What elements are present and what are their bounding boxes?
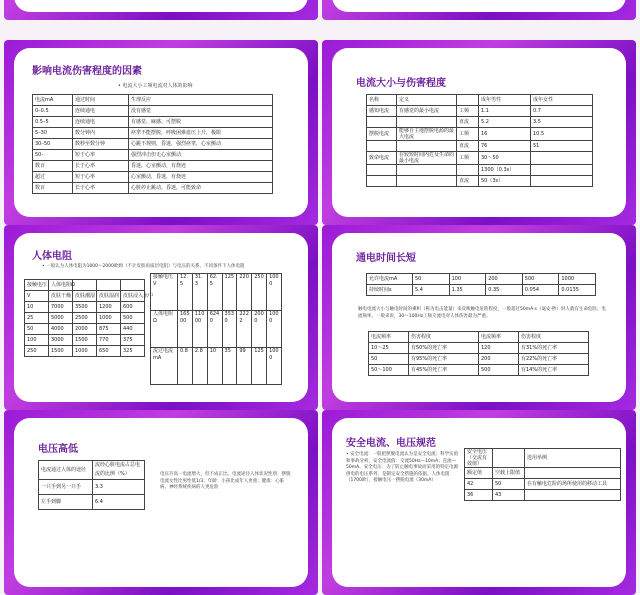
table-cell: 电流mA	[33, 95, 73, 106]
table-cell: 有45%的死亡率	[409, 365, 479, 376]
table-cell: 50	[493, 479, 525, 490]
slide-6-table	[38, 460, 145, 510]
table-cell	[493, 449, 525, 468]
table-cell: 375	[121, 335, 145, 346]
table-cell	[457, 95, 479, 106]
table-cell: 电流频率	[479, 332, 519, 343]
table-cell: 直流	[457, 141, 479, 152]
table-cell: 接触电压V	[151, 274, 178, 311]
table-cell	[531, 152, 593, 165]
table-cell: 连续通电	[73, 117, 129, 128]
table-cell: 超过	[33, 172, 73, 183]
table-cell: 16500	[178, 311, 193, 348]
table-row	[33, 150, 273, 161]
table-cell: 36	[465, 490, 493, 501]
table-cell: 1500	[73, 335, 97, 346]
slide-2[interactable]	[4, 40, 318, 225]
table-cell	[397, 117, 457, 128]
table-row	[367, 95, 593, 106]
table-cell	[397, 165, 457, 176]
table-cell: 名称	[367, 95, 397, 106]
table-row	[33, 106, 273, 117]
table-cell: 皮肤干燥	[49, 291, 73, 302]
table-cell: 能够自主地摆脱电源的最大电流	[397, 128, 457, 141]
table-cell: 43	[493, 490, 525, 501]
table-cell	[457, 165, 479, 176]
slide-5-bottom-table	[368, 331, 589, 376]
table-cell: 1500	[49, 346, 73, 357]
table-row	[367, 285, 596, 296]
table-cell: 1000	[73, 346, 97, 357]
table-cell: 100	[449, 274, 486, 285]
table-row	[33, 172, 273, 183]
table-cell: 1000	[559, 274, 596, 285]
table-cell: 2222	[237, 311, 252, 348]
table-cell: 没有感觉	[129, 106, 273, 117]
table-row	[367, 274, 596, 285]
table-cell: 325	[121, 346, 145, 357]
table-cell: 5.4	[413, 285, 450, 296]
table-cell: 10～25	[369, 343, 409, 354]
table-cell: 长于心率	[73, 161, 129, 172]
table-cell: 2000	[73, 324, 97, 335]
table-cell: 连续通电	[73, 106, 129, 117]
table-row	[367, 165, 593, 176]
slide-3-title: 电流大小与伤害程度	[356, 78, 446, 89]
table-cell: 额定值	[465, 468, 493, 479]
slide-7-table	[464, 448, 621, 501]
table-row	[33, 128, 273, 139]
table-cell: 200	[479, 354, 519, 365]
table-cell: 人体电阻Ω	[49, 280, 73, 291]
table-cell	[367, 117, 397, 128]
table-cell: 致命电流	[367, 152, 397, 165]
table-cell: 51	[531, 141, 593, 152]
table-cell: 2.8	[192, 348, 207, 385]
table-cell: 在有触电危险的场所使用的移动工具	[525, 479, 621, 490]
table-cell: 持续时间s	[367, 285, 413, 296]
table-cell: 生理反应	[129, 95, 273, 106]
table-cell: 0.0135	[559, 285, 596, 296]
table-cell: 125	[252, 348, 267, 385]
table-cell: 500	[121, 313, 145, 324]
table-cell: 1.1	[479, 106, 531, 117]
table-cell: 成年男性	[479, 95, 531, 106]
table-cell: 伤害程度	[519, 332, 589, 343]
slide-5-card	[332, 233, 626, 402]
table-cell: 500	[522, 274, 559, 285]
table-row	[369, 354, 589, 365]
table-cell: 工频	[457, 152, 479, 165]
table-row	[39, 461, 145, 480]
table-cell: 1000	[267, 311, 282, 348]
slide-7[interactable]	[322, 410, 636, 595]
table-row	[369, 332, 589, 343]
table-cell: 1300（0.3s）	[479, 165, 531, 176]
table-cell: 7000	[49, 302, 73, 313]
table-cell: 1.35	[449, 285, 486, 296]
slide-1-card	[14, 0, 308, 12]
table-cell: 12.5	[178, 274, 193, 311]
table-cell: 0.35	[486, 285, 523, 296]
slide-4-left-table	[24, 279, 154, 357]
table-cell: 3500	[73, 302, 97, 313]
slide-3[interactable]	[322, 40, 636, 225]
table-cell	[97, 280, 121, 291]
table-row	[33, 117, 273, 128]
table-cell: 1000	[267, 274, 282, 311]
table-cell: 有14%的死亡率	[519, 365, 589, 376]
slide-3-card	[332, 48, 626, 217]
table-cell: 一只手到另一只手	[39, 480, 93, 495]
table-cell: 11000	[192, 311, 207, 348]
table-cell: 50-	[33, 150, 73, 161]
table-cell: 短于心率	[73, 150, 129, 161]
table-row	[33, 139, 273, 150]
slide-4-right-table	[150, 273, 282, 385]
table-cell: 30～50	[479, 152, 531, 165]
table-row	[369, 365, 589, 376]
table-cell	[121, 280, 145, 291]
table-cell	[73, 280, 97, 291]
table-cell: 感知电流	[367, 106, 397, 117]
table-cell: 5000	[49, 313, 73, 324]
table-cell: 有22%的死亡率	[519, 354, 589, 365]
table-cell: 250	[252, 274, 267, 311]
table-cell: 50～100	[369, 365, 409, 376]
table-row	[39, 495, 145, 510]
slide-6[interactable]	[4, 410, 318, 595]
table-cell: 皮肤浸入水中	[121, 291, 145, 302]
table-cell: 600	[121, 302, 145, 313]
table-cell: 76	[479, 141, 531, 152]
table-cell	[525, 490, 621, 501]
table-cell: 650	[97, 346, 121, 357]
table-cell: 250	[25, 346, 49, 357]
table-cell: 有感觉、麻感、可摆脱	[129, 117, 273, 128]
table-cell: 数百	[33, 183, 73, 194]
table-cell: 心跳不规则，昏迷，强烈痉挛，心室颤动	[129, 139, 273, 150]
table-cell: 1000	[97, 313, 121, 324]
slide-2-title: 影响电流伤害程度的因素	[32, 66, 142, 77]
table-cell: 4000	[49, 324, 73, 335]
table-cell: 200	[486, 274, 523, 285]
table-cell: 25	[25, 313, 49, 324]
table-cell	[397, 176, 457, 187]
table-cell: 500	[479, 365, 519, 376]
table-row	[25, 302, 145, 313]
table-cell: 成年女性	[531, 95, 593, 106]
table-cell: 强烈冲击但无心室颤动	[129, 150, 273, 161]
table-cell: 440	[121, 324, 145, 335]
table-cell: 昏迷，心室颤动，有烧迹	[129, 161, 273, 172]
table-cell: 痉挛不能摆脱，呼吸困难血压上升，极限	[129, 128, 273, 139]
table-cell	[367, 141, 397, 152]
table-row	[25, 324, 145, 335]
table-cell: 100	[25, 335, 49, 346]
table-cell: 电流通过人体的途径	[39, 461, 93, 480]
slide-2-table	[32, 94, 273, 194]
table-cell	[367, 165, 397, 176]
table-cell: 心室颤动，昏迷，有烧迹	[129, 172, 273, 183]
slide-4-title: 人体电阻	[32, 251, 72, 262]
table-cell: 长于心率	[73, 183, 129, 194]
table-row	[151, 311, 282, 348]
table-cell: 50	[369, 354, 409, 365]
table-cell	[525, 468, 621, 479]
table-row	[367, 128, 593, 141]
table-cell: 125	[222, 274, 237, 311]
table-cell: 0–0.5	[33, 106, 73, 117]
table-row	[465, 490, 621, 501]
table-cell	[531, 165, 593, 176]
slide-6-title: 电压高低	[38, 444, 78, 455]
table-cell: 安全电压（交流有效值）	[465, 449, 493, 468]
slide-2-caption: • 电流大小工频电流对人体的影响	[118, 83, 193, 89]
table-cell: 数秒至数分钟	[73, 139, 129, 150]
table-cell: 空载上限值	[493, 468, 525, 479]
slide-7-card	[332, 418, 626, 587]
table-cell: 流过电流mA	[151, 348, 178, 385]
table-cell: 摆脱电流	[367, 128, 397, 141]
table-row	[367, 117, 593, 128]
table-cell: 120	[479, 343, 519, 354]
table-cell: 通过时间	[73, 95, 129, 106]
table-cell	[397, 141, 457, 152]
table-cell: 0.054	[522, 285, 559, 296]
table-row	[367, 152, 593, 165]
table-cell: 3.5	[531, 117, 593, 128]
table-cell: 42	[465, 479, 493, 490]
table-cell: 16	[479, 128, 531, 141]
table-cell: 左手到脚	[39, 495, 93, 510]
table-cell	[367, 176, 397, 187]
table-cell: 工频	[457, 128, 479, 141]
table-row	[367, 106, 593, 117]
table-cell: 3530	[222, 311, 237, 348]
table-cell: 有31%的死亡率	[519, 343, 589, 354]
table-cell: 0.5–5	[33, 117, 73, 128]
table-cell: V	[25, 291, 49, 302]
table-cell: 选用举例	[525, 449, 621, 468]
table-cell: 0.7	[531, 106, 593, 117]
table-row	[151, 274, 282, 311]
table-row	[465, 468, 621, 479]
table-cell: 0.8	[178, 348, 193, 385]
table-row	[367, 176, 593, 187]
table-cell: 10	[207, 348, 222, 385]
slide-3-table	[366, 94, 593, 187]
table-cell: 短于心率	[73, 172, 129, 183]
slide-5-paragraph: 触电电流大小与触电时间的乘积（称为电击能量）来反映触电危险程度，一般超过50mA·s（毫安·秒）时人就有生命危险。电流频率，一般来说，30～100Hz工频交流电对人体伤害最为严重。	[358, 307, 606, 319]
table-cell: 直流	[457, 176, 479, 187]
slide-4[interactable]	[4, 225, 318, 410]
table-cell: 50（3s）	[479, 176, 531, 187]
table-cell: 35	[222, 348, 237, 385]
table-cell: 6240	[207, 311, 222, 348]
table-cell: 电流频率	[369, 332, 409, 343]
table-cell: 99	[237, 348, 252, 385]
slide-1-strip[interactable]	[4, 0, 318, 20]
table-row	[25, 313, 145, 324]
table-cell: 50	[413, 274, 450, 285]
table-row	[369, 343, 589, 354]
table-cell: 10	[25, 302, 49, 313]
table-cell: 数分钟内	[73, 128, 129, 139]
table-cell: 在较短时间内危及生命的最小电流	[397, 152, 457, 165]
table-row	[39, 480, 145, 495]
table-row	[367, 141, 593, 152]
table-cell: 有50%的死亡率	[409, 343, 479, 354]
slide-5-top-table	[366, 273, 596, 296]
table-row	[33, 95, 273, 106]
table-cell: 5–30	[33, 128, 73, 139]
table-row	[465, 479, 621, 490]
slide-6-card	[14, 418, 308, 587]
table-cell: 3000	[49, 335, 73, 346]
table-cell: 工频	[457, 106, 479, 117]
table-cell: 5.2	[479, 117, 531, 128]
table-row	[25, 280, 145, 291]
table-cell: 定义	[397, 95, 457, 106]
table-cell: 允许电流mA	[367, 274, 413, 285]
table-row	[33, 161, 273, 172]
slide-5[interactable]	[322, 225, 636, 410]
table-cell: 伤害程度	[409, 332, 479, 343]
slide-4-card	[14, 233, 308, 402]
table-cell: 30–50	[33, 139, 73, 150]
table-row	[465, 449, 621, 468]
table-row	[25, 346, 145, 357]
table-row	[33, 183, 273, 194]
table-cell: 2500	[73, 313, 97, 324]
table-cell: 220	[237, 274, 252, 311]
table-cell: 1000	[267, 348, 282, 385]
table-cell: 直流	[457, 117, 479, 128]
slide-5-title: 通电时间长短	[356, 253, 416, 264]
table-cell: 有感觉的最小电流	[397, 106, 457, 117]
table-cell: 人体电阻Ω	[151, 311, 178, 348]
table-cell: 1200	[97, 302, 121, 313]
table-cell: 6.4	[93, 495, 145, 510]
table-cell: 皮肤潮湿	[73, 291, 97, 302]
table-cell: 875	[97, 324, 121, 335]
slide-6-paragraph: 电压升高一电流增大，但不成正比。电流途径人体状况性别：摆脱电流女性比男性低1/3；年龄：小孩比成年人更重；健康：心脏病、神经系统疾病的人更危险	[160, 472, 291, 490]
table-cell: 有95%的死亡率	[409, 354, 479, 365]
table-cell: 数百	[33, 161, 73, 172]
slide-4-caption: • 一般认为人体电阻为1000～2000欧姆（不计皮肤角质层电阻）与电压的关系，不同条件下人体电阻	[42, 264, 245, 269]
table-row	[25, 335, 145, 346]
table-row	[25, 291, 145, 302]
table-cell	[531, 176, 593, 187]
slide-2-card	[14, 48, 308, 217]
table-cell: 心脏停止跳动，昏迷，可能致命	[129, 183, 273, 194]
table-cell: 2000	[252, 311, 267, 348]
table-cell: 50	[25, 324, 49, 335]
table-cell: 皮肤湿润	[97, 291, 121, 302]
table-cell: 62.5	[207, 274, 222, 311]
table-cell: 流经心脏电流占总电流的比例（%）	[93, 461, 145, 480]
table-row	[151, 348, 282, 385]
slide-1b-strip[interactable]	[322, 0, 636, 20]
slide-7-paragraph: • 安全电流：一般把摆脱电流认为是安全电流；科学实验和事故分析，安全电流值：交流50Hz—10mA；直流—50mA。安全电压：为了防止触电事故而采用的特定电源供电的电压系列，是制定安全措施的依据。人体电阻（1700欧），接触电压一摆脱电流（30mA）	[346, 452, 459, 483]
table-cell: 770	[97, 335, 121, 346]
table-cell: 10.5	[531, 128, 593, 141]
slide-1b-card	[332, 0, 626, 12]
slide-7-title: 安全电流、电压规范	[346, 438, 436, 449]
table-cell: 31.3	[192, 274, 207, 311]
table-cell: 接触电压	[25, 280, 49, 291]
table-cell: 3.3	[93, 480, 145, 495]
